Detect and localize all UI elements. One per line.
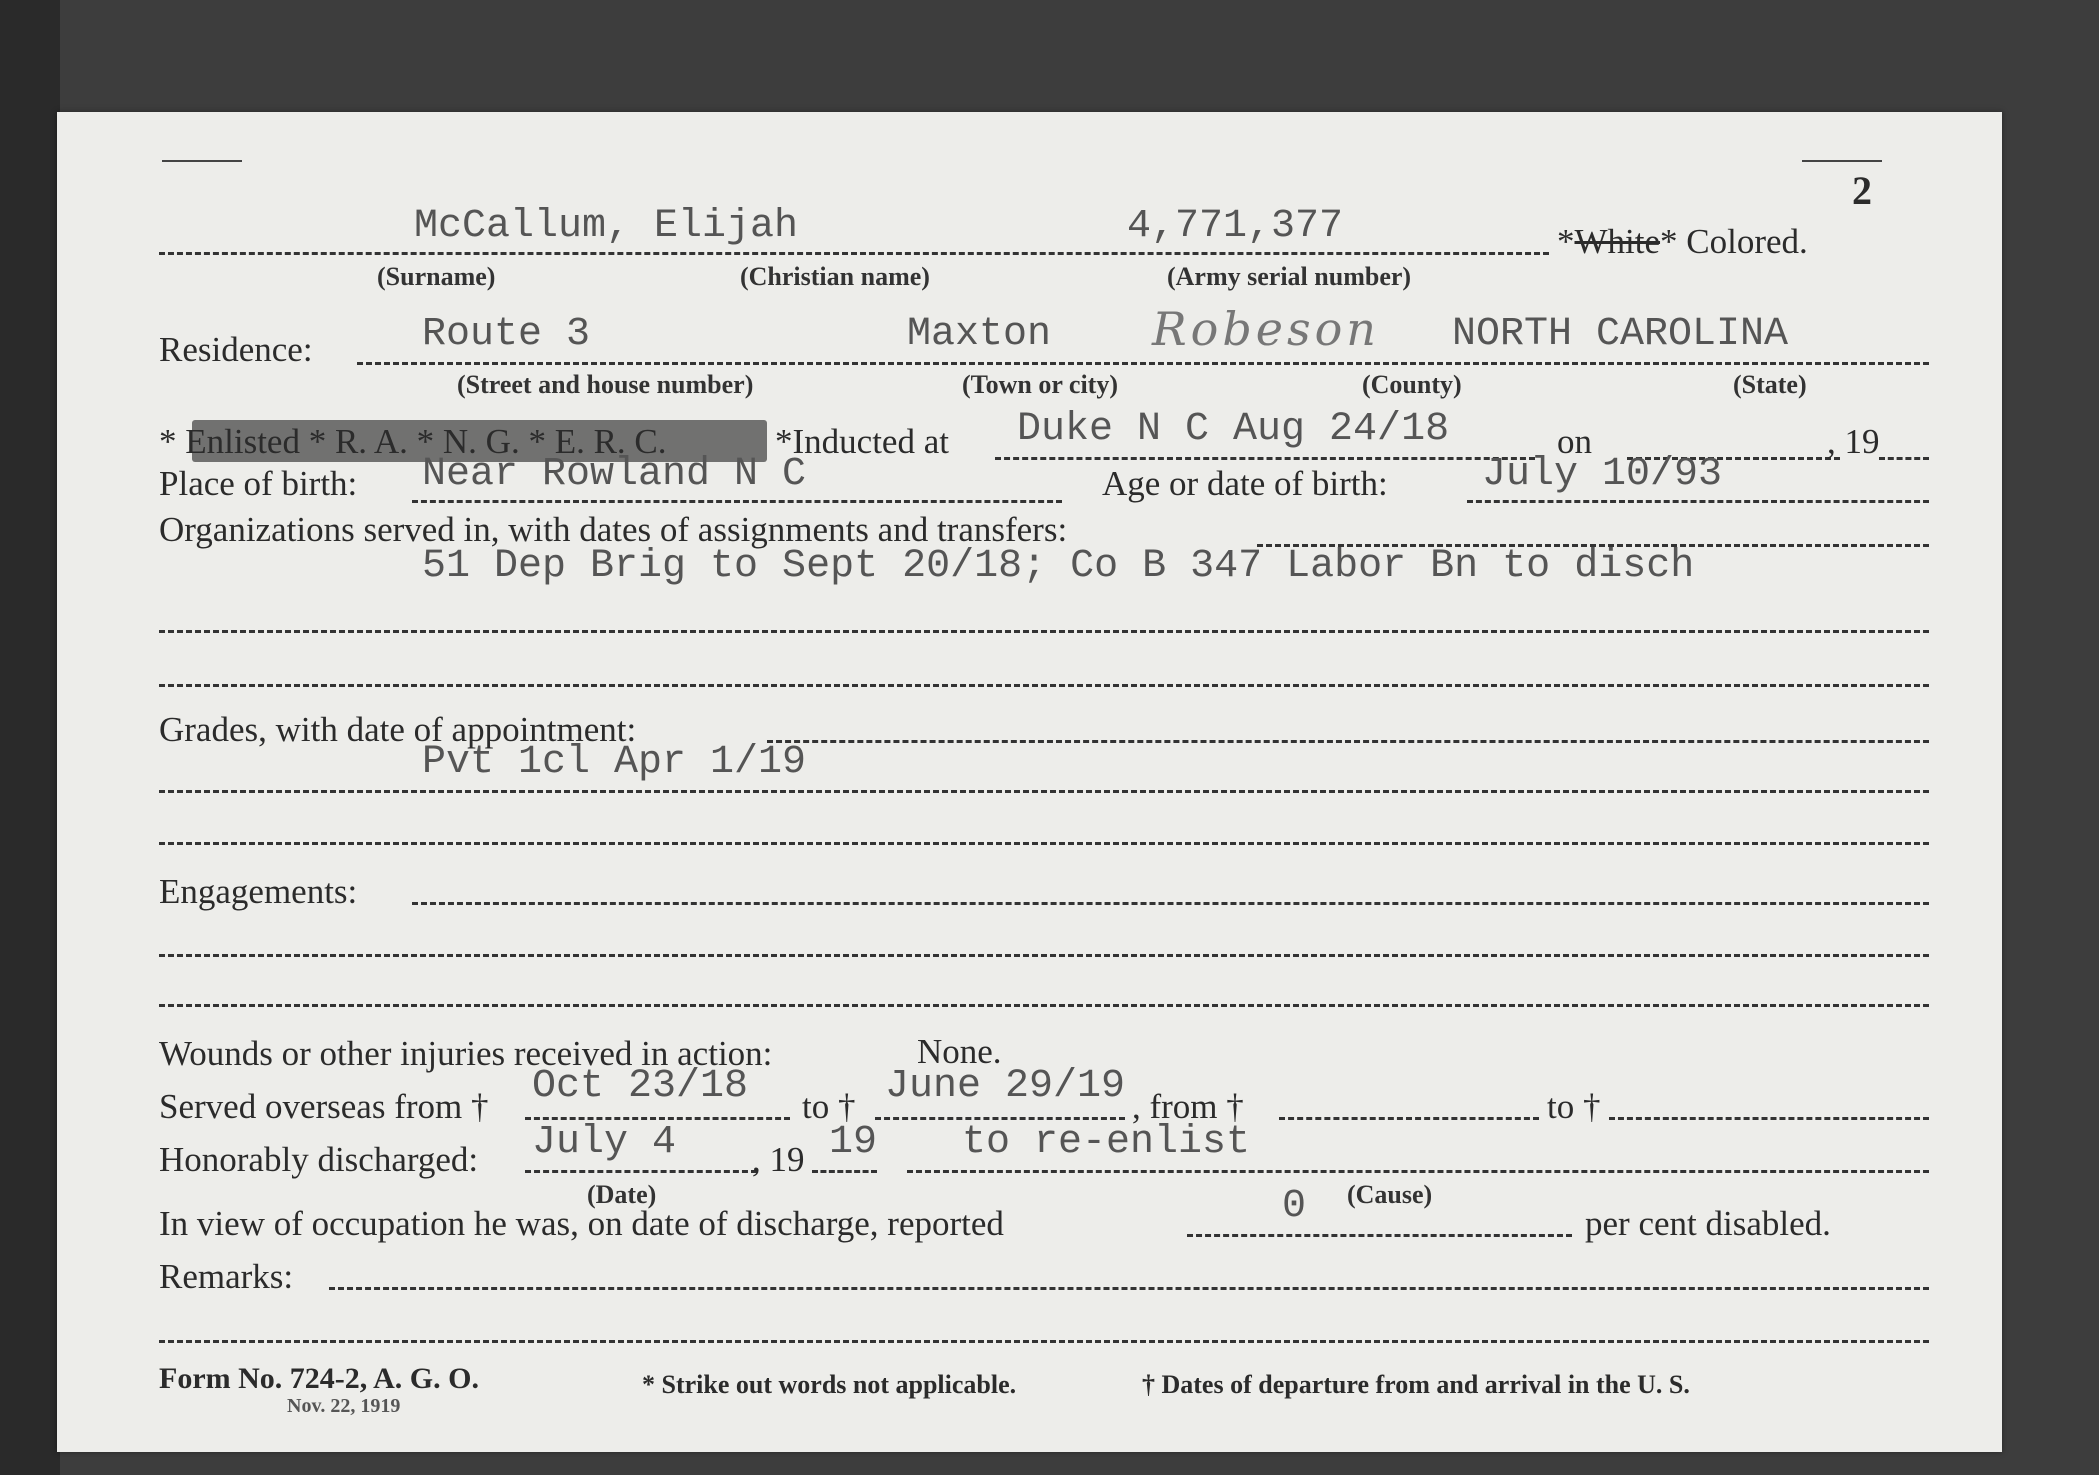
on-label: on — [1557, 422, 1592, 461]
overseas-from2-label: , from † — [1132, 1087, 1244, 1126]
discharge-cause-line — [907, 1170, 1929, 1173]
grades-label: Grades, with date of appointment: — [159, 710, 637, 749]
street-value: Route 3 — [422, 312, 591, 357]
name-line — [159, 252, 1549, 255]
discharge-date-line — [525, 1170, 757, 1173]
discharge-year-value: 19 — [829, 1120, 878, 1165]
overseas-to2-label: to † — [1547, 1087, 1601, 1126]
label-christian-name: (Christian name) — [740, 262, 930, 291]
discharge-year-prefix: , 19 — [752, 1140, 805, 1179]
county-value: Robeson — [1152, 302, 1380, 356]
disability-suffix: per cent disabled. — [1585, 1204, 1831, 1243]
overseas-to-label: to † — [802, 1087, 856, 1126]
label-county: (County) — [1362, 370, 1462, 399]
disability-label: In view of occupation he was, on date of discharge, reported — [159, 1204, 1004, 1243]
label-town: (Town or city) — [962, 370, 1118, 399]
grades-value: Pvt 1cl Apr 1/19 — [422, 740, 807, 785]
org-line-2 — [159, 630, 1929, 633]
engagements-line-2 — [159, 954, 1929, 957]
grades-line-3 — [159, 842, 1929, 845]
remarks-label: Remarks: — [159, 1257, 294, 1296]
overseas-to-value: June 29/19 — [885, 1064, 1126, 1109]
remarks-line-1 — [329, 1287, 1929, 1290]
label-date: (Date) — [587, 1180, 657, 1209]
age-label: Age or date of birth: — [1102, 464, 1388, 503]
disability-value: 0 — [1282, 1184, 1307, 1229]
top-rule-left — [162, 160, 242, 162]
discharge-cause-value: to re-enlist — [962, 1120, 1251, 1165]
discharge-year-line — [812, 1170, 877, 1173]
organizations-label: Organizations served in, with dates of assignments and transfers: — [159, 510, 1068, 549]
enlisted-options: * Enlisted * R. A. * N. G. * E. R. C. — [159, 422, 667, 461]
form-number: Form No. 724-2, A. G. O. — [159, 1362, 479, 1395]
remarks-line-2 — [159, 1340, 1929, 1343]
organizations-value: 51 Dep Brig to Sept 20/18; Co B 347 Labor Bn to disch — [422, 544, 1695, 589]
label-street: (Street and house number) — [457, 370, 754, 399]
engagements-line-3 — [159, 1004, 1929, 1007]
engagements-label: Engagements: — [159, 872, 358, 911]
card-number: 2 — [1852, 168, 1872, 213]
name-value: McCallum, Elijah — [414, 204, 799, 249]
footnote-dates: † Dates of departure from and arrival in the U. S. — [1142, 1370, 1690, 1399]
race-field: *White* Colored. — [1557, 222, 1808, 261]
footnote-strike: * Strike out words not applicable. — [642, 1370, 1017, 1399]
serial-value: 4,771,377 — [1127, 204, 1344, 249]
label-cause: (Cause) — [1347, 1180, 1433, 1209]
age-value: July 10/93 — [1482, 452, 1723, 497]
form-date: Nov. 22, 1919 — [287, 1395, 401, 1417]
label-surname: (Surname) — [377, 262, 496, 291]
wounds-label: Wounds or other injuries received in action: — [159, 1034, 773, 1073]
org-line-3 — [159, 684, 1929, 687]
engagements-line-1 — [412, 902, 1929, 905]
disability-line — [1187, 1234, 1572, 1237]
overseas-to2-line — [1609, 1117, 1929, 1120]
top-rule-right — [1802, 160, 1882, 162]
label-state: (State) — [1733, 370, 1807, 399]
overseas-label: Served overseas from † — [159, 1087, 489, 1126]
birth-label: Place of birth: — [159, 464, 358, 503]
background-edge — [0, 0, 60, 1475]
inducted-value: Duke N C Aug 24/18 — [1017, 407, 1450, 452]
residence-label: Residence: — [159, 330, 313, 369]
wounds-value: None. — [917, 1032, 1002, 1071]
grades-line-1 — [767, 740, 1929, 743]
town-value: Maxton — [907, 312, 1052, 357]
service-record-card — [57, 112, 2002, 1452]
inducted-line — [995, 457, 1535, 460]
state-value: NORTH CAROLINA — [1452, 312, 1789, 357]
overseas-from-value: Oct 23/18 — [532, 1064, 749, 1109]
label-serial: (Army serial number) — [1167, 262, 1412, 291]
discharge-date-value: July 4 — [532, 1120, 677, 1165]
residence-line — [357, 362, 1929, 365]
birth-line — [412, 500, 1062, 503]
inducted-label: *Inducted at — [775, 422, 949, 461]
age-line — [1467, 500, 1929, 503]
grades-line-2 — [159, 790, 1929, 793]
year-line — [1879, 457, 1929, 460]
birth-value: Near Rowland N C — [422, 452, 807, 497]
discharged-label: Honorably discharged: — [159, 1140, 479, 1179]
year-prefix: , 19 — [1827, 422, 1880, 461]
overseas-from2-line — [1279, 1117, 1539, 1120]
